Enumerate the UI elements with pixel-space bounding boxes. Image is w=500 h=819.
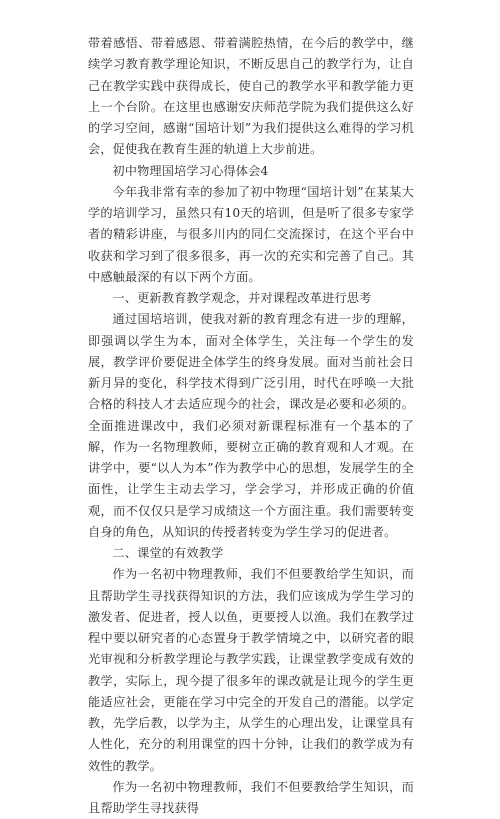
- heading-one: 一、更新教育教学观念，并对课程改革进行思考: [112, 291, 372, 305]
- document-body: [88, 33, 414, 819]
- paragraph-teaching-concept: 通过国培培训，使我对新的教育理念有进一步的理解，即强调以学生为本，面对全体学生，关注每一个学生的发展，教学评价要促进全体学生的终身发展。面对当前社会日新月异的变化，科学技术得到广泛引用，时代在呼唤一大批合格的科技人才去适应现今的社会，课改是必要和必须的。全面推进课改中，我们必须对新课程标准有一个基本的了解，作为一名物理教师，要树立正确的教育观和人才观。在讲学中，要“以人为本”作为教学中心的思想，发展学生的全面性，让学生主动去学习，学会学习，并形成正确的价值观，而不仅仅只是学习成绩这一个方面注重。我们需要转变自身的角色，从知识的传授者转变为学生学习的促进者。: [88, 312, 414, 539]
- paragraph-continued: 带着感悟、带着感恩、带着满腔热情，在今后的教学中，继续学习教育教学理论知识，不断反思自己的教学行为，让自己在教学实践中获得成长，使自己的教学水平和教学能力更上一个台阶。在这里也感谢安庆师范学院为我们提供这么好的学习空间，感谢“国培计划”为我们提供这么难得的学习机会，促使我在教育生涯的轨道上大步前进。: [88, 36, 414, 157]
- heading-two: 二、课堂的有效教学: [112, 546, 224, 560]
- paragraph-intro: 今年我非常有幸的参加了初中物理“国培计划”在某某大学的培训学习，虽然只有10天的培训，但是听了很多专家学者的精彩讲座，与很多川内的同仁交流探讨，在这个平台中收获和学习到了很多很多，再一次的充实和完善了自己。其中感触最深的有以下两个方面。: [88, 184, 414, 284]
- section-title: 初中物理国培学习心得体会4: [112, 163, 269, 178]
- paragraph-partial: 作为一名初中物理教师，我们不但要教给学生知识，而且帮助学生寻找获得: [88, 779, 414, 815]
- paragraph-effective-teaching: 作为一名初中物理教师，我们不但要教给学生知识，而且帮助学生寻找获得知识的方法，我们应该成为学生学习的激发者、促进者，授人以鱼，更要授人以渔。我们在教学过程中要以研究者的心态置身于教学情境之中，以研究者的眼光审视和分析教学理论与教学实践，让课堂教学变成有效的教学，实际上，现今提了很多年的课改就是让现今的学生更能适应社会，更能在学习中完全的开发自己的潜能。以学定教，先学后教，以学为主，从学生的心理出发，让课堂具有人性化，充分的利用课堂的四十分钟，让我们的教学成为有效性的教学。: [88, 567, 414, 773]
